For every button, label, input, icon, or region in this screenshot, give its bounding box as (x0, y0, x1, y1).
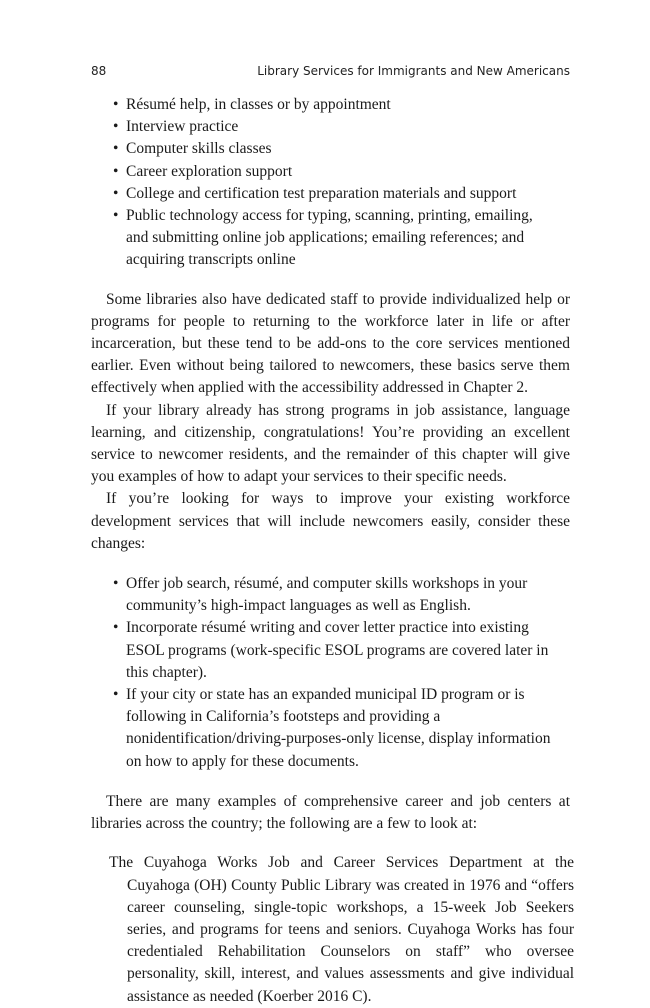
bullet-icon: • (113, 619, 119, 637)
paragraph: If you’re looking for ways to improve your existing workforce development services that will include newcomers easily, consider these changes: (91, 490, 570, 552)
running-header (91, 64, 570, 82)
list-item: • Interview practice (91, 116, 556, 138)
bullet-icon: • (113, 184, 119, 202)
bullet-icon: • (113, 162, 119, 180)
bullet-icon: • (113, 118, 119, 136)
running-title: Library Services for Immigrants and New Americans (257, 64, 570, 78)
suggested-changes-list (91, 573, 556, 773)
list-item: • If your city or state has an expanded municipal ID program or is following in California’s footsteps and providing a nonidentification/driving-purposes-only license, display information on how to apply for these documents. (113, 686, 551, 770)
paragraph: There are many examples of comprehensive career and job centers at libraries across the country; the following are a few to look at: (91, 792, 570, 833)
page-number: 88 (91, 64, 107, 78)
list-item: • Career exploration support (91, 161, 556, 183)
bullet-icon: • (113, 207, 119, 225)
paragraph: If your library already has strong programs in job assistance, language learning, and citizenship, congratulations! You’re providing an excellent service to newcomer residents, and the remainder of this chapter will give you examples of how to adapt your services to their specific needs. (91, 401, 570, 486)
page-body (91, 94, 574, 1008)
services-list (91, 94, 556, 272)
bullet-icon: • (113, 96, 119, 113)
paragraph: Some libraries also have dedicated staff to provide individualized help or programs for people to returning to the workforce later in life or after incarceration, but these tend to be add-ons to the core services mentioned earlier. Even without being tailored to newcomers, these basics serve them effectively when applied with the accessibility addressed in Chapter 2. (91, 290, 570, 397)
bullet-icon: • (113, 575, 119, 593)
list-item: • Incorporate résumé writing and cover letter practice into existing ESOL programs (work-specific ESOL programs are covered later in this chapter). (113, 619, 549, 681)
list-item: • College and certification test preparation materials and support (91, 183, 556, 205)
list-item: • Offer job search, résumé, and computer skills workshops in your community’s high-impact languages as well as English. (113, 575, 528, 615)
list-item: • Résumé help, in classes or by appointment (91, 94, 556, 116)
bullet-icon: • (113, 686, 119, 704)
list-item: • Public technology access for typing, scanning, printing, emailing, and submitting online job applications; emailing references; and acquiring transcripts online (113, 207, 533, 269)
example-entry: The Cuyahoga Works Job and Career Services Department at the Cuyahoga (OH) County Public Library was created in 1976 and “offers career counseling, single-topic workshops, a 15-week Job Seekers series, and programs for teens and seniors. Cuyahoga Works has four credentialed Rehabilitation Counselors on staff” who oversee personality, skill, interest, and values assessments and give individual assistance as needed (Koerber 2016 C). (109, 854, 574, 1005)
bullet-icon: • (113, 140, 119, 158)
list-item: • Computer skills classes (91, 138, 556, 160)
